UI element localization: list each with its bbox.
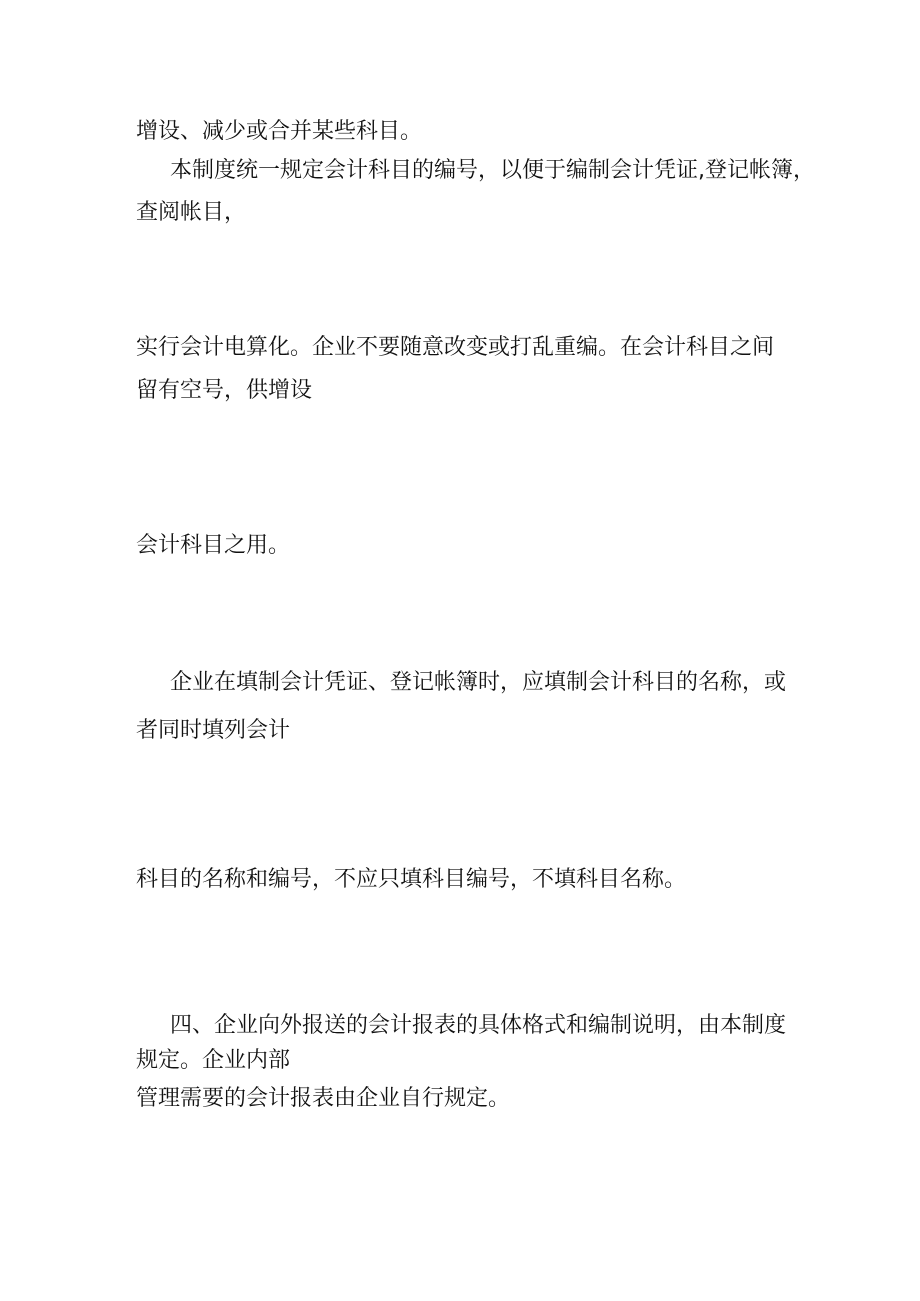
text-line: 者同时填列会计 bbox=[136, 718, 291, 743]
text-line: 实行会计电算化。企业不要随意改变或打乱重编。在会计科目之间 bbox=[136, 335, 775, 360]
text-line: 会计科目之用。 bbox=[136, 533, 291, 558]
text-line: 企业在填制会计凭证、登记帐簿时，应填制会计科目的名称，或 bbox=[170, 670, 787, 695]
text-line: 查阅帐目， bbox=[136, 200, 247, 225]
text-line: 增设、减少或合并某些科目。 bbox=[136, 119, 423, 144]
text-line: 科目的名称和编号，不应只填科目编号，不填科目名称。 bbox=[136, 867, 687, 892]
text-line: 规定。企业内部 bbox=[136, 1048, 291, 1073]
text-line: 四、企业向外报送的会计报表的具体格式和编制说明，由本制度 bbox=[170, 1013, 787, 1038]
text-line: 本制度统一规定会计科目的编号，以便于编制会计凭证,登记帐簿， bbox=[170, 158, 815, 183]
text-line: 管理需要的会计报表由企业自行规定。 bbox=[136, 1086, 511, 1111]
text-line: 留有空号，供增设 bbox=[136, 378, 313, 403]
